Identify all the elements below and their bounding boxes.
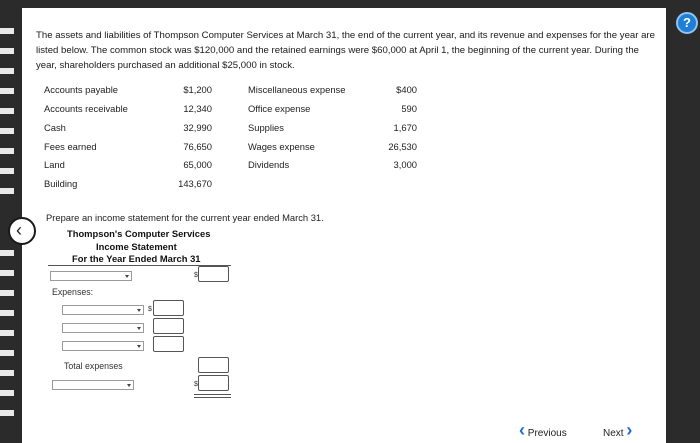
dollar-sign: $ [194, 272, 198, 279]
account-value: $400 [396, 84, 417, 95]
account-name: Wages expense [248, 141, 315, 152]
account-value: $1,200 [183, 84, 212, 95]
next-label: Next [603, 428, 624, 439]
net-income-dropdown[interactable] [52, 380, 134, 390]
revenue-amount-input[interactable] [198, 266, 229, 282]
account-name: Miscellaneous expense [248, 84, 346, 95]
company-name: Thompson's Computer Services [67, 228, 211, 239]
help-icon[interactable]: ? [676, 12, 698, 34]
account-name: Land [44, 159, 65, 170]
account-name: Building [44, 178, 78, 189]
expenses-label: Expenses: [52, 287, 94, 297]
question-intro: The assets and liabilities of Thompson Computer Services at March 31, the end of the current year, and its revenue and expenses for the year are listed below. The common stock was $120,000 and the retained earnings were $60,000 at April 1, the beginning of the current year. During the year, shareholders purchased an additional $25,000 in stock. [36, 30, 655, 71]
account-name: Accounts payable [44, 84, 119, 95]
expense-amount-input[interactable] [153, 318, 184, 334]
chevron-down-icon [137, 309, 141, 312]
account-value: 26,530 [388, 141, 417, 152]
previous-label: Previous [527, 428, 567, 439]
total-expenses-label: Total expenses [64, 361, 123, 371]
account-value: 143,670 [178, 178, 212, 189]
expense-amount-input[interactable] [153, 336, 184, 352]
total-expenses-input[interactable] [198, 357, 229, 373]
account-name: Fees earned [44, 141, 97, 152]
statement-period: For the Year Ended March 31 [72, 253, 201, 264]
instruction-text: Prepare an income statement for the current year ended March 31. [46, 212, 324, 223]
account-value: 590 [401, 103, 417, 114]
chevron-down-icon [127, 384, 131, 387]
double-underline [194, 394, 231, 395]
net-income-input[interactable] [198, 375, 229, 391]
expense-account-dropdown[interactable] [62, 305, 144, 315]
question-panel [22, 8, 666, 443]
account-name: Accounts receivable [44, 103, 128, 114]
next-button[interactable] [603, 420, 632, 441]
account-value: 12,340 [183, 103, 212, 114]
double-underline [194, 397, 231, 398]
account-name: Supplies [248, 122, 284, 133]
account-name: Dividends [248, 159, 290, 170]
back-arrow-button[interactable] [8, 217, 36, 245]
expense-account-dropdown[interactable] [62, 341, 144, 351]
account-value: 76,650 [183, 141, 212, 152]
dollar-sign: $ [148, 306, 152, 313]
account-name: Office expense [248, 103, 311, 114]
chevron-down-icon [137, 345, 141, 348]
statement-title: Income Statement [96, 241, 177, 252]
previous-button[interactable] [519, 420, 567, 441]
expense-amount-input[interactable] [153, 300, 184, 316]
chevron-left-icon: ‹ [519, 420, 525, 440]
account-value: 32,990 [183, 122, 212, 133]
chevron-right-icon: › [626, 420, 633, 440]
account-name: Cash [44, 122, 66, 133]
chevron-left-icon: ‹ [16, 220, 22, 240]
account-value: 3,000 [393, 159, 417, 170]
chevron-down-icon [137, 327, 141, 330]
revenue-account-dropdown[interactable] [50, 271, 132, 281]
account-value: 1,670 [393, 122, 417, 133]
account-value: 65,000 [183, 159, 212, 170]
dollar-sign: $ [194, 381, 198, 388]
expense-account-dropdown[interactable] [62, 323, 144, 333]
chevron-down-icon [125, 275, 129, 278]
